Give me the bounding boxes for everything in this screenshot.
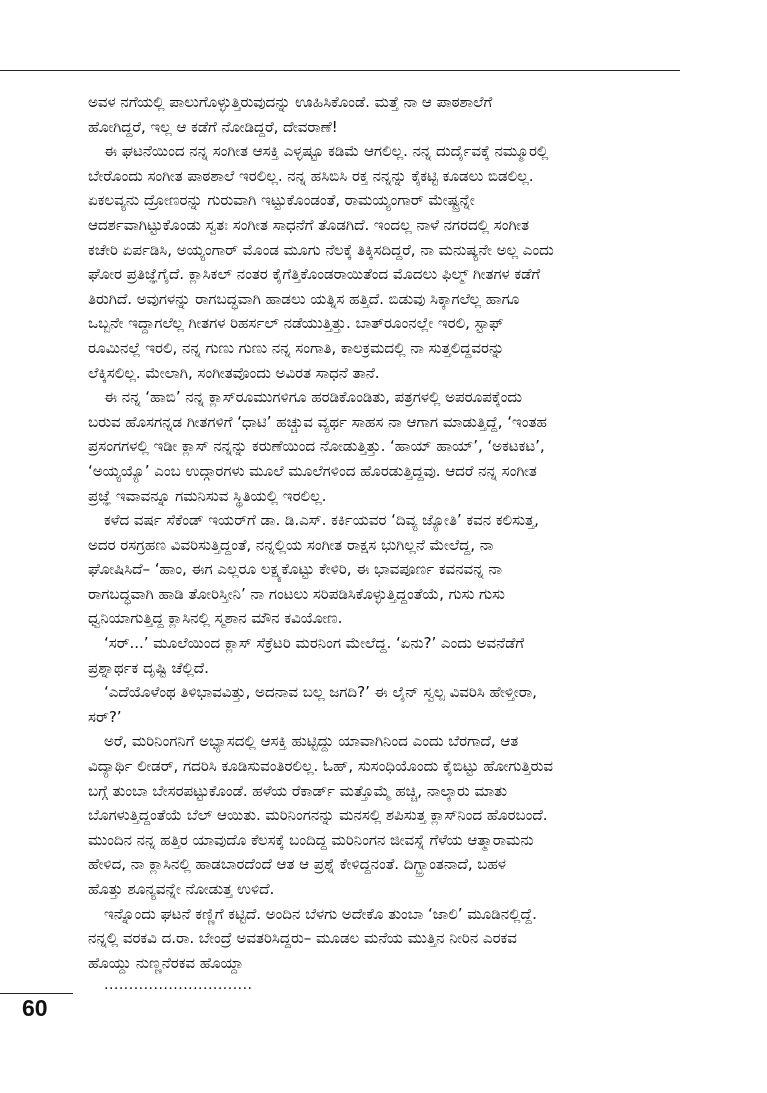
page-body-text (88, 90, 680, 995)
text-line: ಅದರ ರಸಗ್ರಹಣ ವಿವರಿಸುತ್ತಿದ್ದಂತೆ, ನನ್ನಲ್ಲಿಯ ಸಂಗೀತ ರಾಕ್ಷಸ ಭುಗಿಲ್ಲನೆ ಮೇಲೆದ್ದ, ನಾ (88, 535, 494, 554)
text-line: ‘ಸರ್...’ ಮೂಲೆಯಿಂದ ಕ್ಲಾಸ್ ಸೆಕ್ರೆಟರಿ ಮರನಿಂಗ ಮೇಲೆದ್ದ. ‘ಏನು?’ ಎಂದು ಅವನೆಡೆಗೆ (104, 634, 524, 653)
text-line: ಕಚೇರಿ ಏರ್ಪಡಿಸಿ, ಅಯ್ಯಂಗಾರ್ ಮೊಂಡ ಮೂಗು ನೆಲಕ್ಕೆ ತಿಕ್ಕಿಸದಿದ್ದರೆ, ನಾ ಮನುಷ್ಯನೇ ಅಲ್ಲ ಎಂದು (88, 240, 554, 259)
text-line: ಘೋಷಿಸಿದೆ– ‘ಹಾಂ, ಈಗ ಎಲ್ಲರೂ ಲಕ್ಷ್ಯಕೊಟ್ಟು ಕೇಳಿರಿ, ಈ ಭಾವಪೂರ್ಣ ಕವನವನ್ನ ನಾ (88, 560, 503, 579)
text-line: ಹೇಳಿದ, ನಾ ಕ್ಲಾಸಿನಲ್ಲಿ ಹಾಡಬಾರದೆಂದೆ ಆತ ಆ ಪ್ರಶ್ನೆ ಕೇಳಿದ್ದನಂತೆ. ದಿಗ್ಭ್ರಾಂತನಾದೆ, ಬಹಳ (88, 855, 507, 874)
text-line: ಪ್ರಜ್ಞೆ ಇವಾವನ್ನೂ ಗಮನಿಸುವ ಸ್ಥಿತಿಯಲ್ಲಿ ಇರಲಿಲ್ಲ. (88, 486, 327, 505)
text-line: ಒಬ್ಬನೇ ಇದ್ದಾಗಲೆಲ್ಲ ಗೀತಗಳ ರಿಹರ್ಸಲ್ ನಡೆಯುತ್ತಿತ್ತು. ಬಾತ್‌ರೂಂನಲ್ಲೇ ಇರಲಿ, ಸ್ಟಾಫ್ (88, 314, 504, 333)
text-line: ಕಳೆದ ವರ್ಷ ಸೆಕೆಂಡ್ ಇಯರ್‌ಗೆ ಡಾ. ಡಿ.ಎಸ್. ಕರ್ಕಿಯವರ ‘ದಿವ್ಯ ಜ್ಯೋತಿ’ ಕವನ ಕಲಿಸುತ್ತ, (104, 511, 539, 530)
text-line: ಆದರ್ಶವಾಗಿಟ್ಟುಕೊಂಡು ಸ್ವತಃ ಸಂಗೀತ ಸಾಧನೆಗೆ ತೊಡಗಿದೆ. ಇಂದಲ್ಲ ನಾಳೆ ನಗರದಲ್ಲಿ ಸಂಗೀತ (88, 215, 530, 234)
text-line: ಬಗ್ಗೆ ತುಂಬಾ ಬೇಸರಪಟ್ಟುಕೊಂಡೆ. ಹಳೆಯ ರೆಕಾರ್ಡ್ ಮತ್ತೊಮ್ಮೆ ಹಚ್ಚಿ, ನಾಲ್ಕಾರು ಮಾತು (88, 781, 507, 800)
text-line: ಹೊಯ್ದು ನುಣ್ಣನೆರಕವ ಹೊಯ್ದಾ (88, 953, 244, 972)
text-line: ಹೋಗಿದ್ದರೆ, ಇಲ್ಲ ಆ ಕಡೆಗೆ ನೋಡಿದ್ದರೆ, ದೇವರಾಣೆ! (88, 117, 338, 136)
text-line: ಧ್ವನಿಯಾಗುತ್ತಿದ್ದ ಕ್ಲಾಸಿನಲ್ಲಿ ಸ್ಮಶಾನ ಮೌನ ಕವಿಯೋಣ. (88, 609, 343, 628)
text-line: ಅರೆ, ಮರಿನಿಂಗನಿಗೆ ಅಭ್ಯಾಸದಲ್ಲಿ ಆಸಕ್ತಿ ಹುಟ್ಟಿದ್ದು ಯಾವಾಗಿನಿಂದ ಎಂದು ಬೆರಗಾದೆ, ಆತ (104, 732, 519, 751)
text-line: ಈ ನನ್ನ ‘ಹಾಬಿ’ ನನ್ನ ಕ್ಲಾಸ್‌ರೂಮುಗಳಿಗೂ ಹರಡಿಕೊಂಡಿತು, ಪತ್ರಗಳಲ್ಲಿ ಅಪರೂಪಕ್ಕೆಂದು (104, 388, 522, 407)
text-line: ಏಕಲವ್ಯನು ದ್ರೋಣರನ್ನು ಗುರುವಾಗಿ ಇಟ್ಟುಕೊಂಡಂತೆ, ರಾಮಯ್ಯಂಗಾರ್ ಮೇಷ್ಟ್ರನ್ನೇ (88, 191, 475, 210)
text-line: ಸರ್?’ (88, 707, 122, 726)
text-line: ಬೊಗಳುತ್ತಿದ್ದಂತೆಯೆ ಬೆಲ್ ಆಯಿತು. ಮರಿನಿಂಗನನ್ನು ಮನಸಲ್ಲಿ ಶಪಿಸುತ್ತ ಕ್ಲಾಸ್‌ನಿಂದ ಹೊರಬಂದೆ. (88, 806, 548, 825)
text-line: ಹೊತ್ತು ಶೂನ್ಯವನ್ನೇ ನೋಡುತ್ತ ಉಳಿದೆ. (88, 880, 275, 898)
text-line: ಬೇರೊಂದು ಸಂಗೀತ ಪಾಠಶಾಲೆ ಇರಲಿಲ್ಲ. ನನ್ನ ಹಸಿಬಿಸಿ ರಕ್ತ ನನ್ನನ್ನು ಕೈಕಟ್ಟಿ ಕೂಡಲು ಬಿಡಲಿಲ್ಲ. (88, 166, 534, 185)
text-line: ‘ಅಯ್ಯಯ್ಯೊ’ ಎಂಬ ಉದ್ಗಾರಗಳು ಮೂಲೆ ಮೂಲೆಗಳಿಂದ ಹೊರಡುತ್ತಿದ್ದವು. ಆದರೆ ನನ್ನ ಸಂಗೀತ (88, 461, 537, 480)
text-line: ಘೋರ ಪ್ರತಿಜ್ಞೆಗೈದೆ. ಕ್ಲಾಸಿಕಲ್ ನಂತರ ಕೈಗೆತ್ತಿಕೊಂಡರಾಯಿತೆಂದ ಮೊದಲು ಫಿಲ್ಮ್ ಗೀತಗಳ ಕಡೆಗೆ (88, 265, 541, 284)
text-line: ಪ್ರಶ್ನಾರ್ಥಕ ದೃಷ್ಟಿ ಚೆಲ್ಲಿದೆ. (88, 658, 209, 677)
top-rule (0, 70, 680, 71)
ellipsis-dots: .............................. (104, 977, 253, 994)
text-line: ನನ್ನಲ್ಲಿ ವರಕವಿ ದ.ರಾ. ಬೇಂದ್ರೆ ಅವತರಿಸಿದ್ದರು– ಮೂಡಲ ಮನೆಯ ಮುತ್ತಿನ ನೀರಿನ ಎರಕವ (88, 929, 517, 948)
text-line: ತಿರುಗಿದೆ. ಅವುಗಳನ್ನು ರಾಗಬದ್ಧವಾಗಿ ಹಾಡಲು ಯತ್ನಿಸ ಹತ್ತಿದೆ. ಬಿಡುವು ಸಿಕ್ಕಾಗಲೆಲ್ಲ ಹಾಗೂ (88, 289, 520, 308)
text-line: ವಿದ್ಯಾರ್ಥಿ ಲೀಡರ್, ಗದರಿಸಿ ಕೂಡಿಸುವಂತಿರಲಿಲ್ಲ. ಓಹ್, ಸುಸಂಧಿಯೊಂದು ಕೈಬಿಟ್ಟು ಹೋಗುತ್ತಿರುವ (88, 757, 554, 776)
text-line: ಅವಳ ನಗೆಯಲ್ಲಿ ಪಾಲುಗೊಳ್ಳುತ್ತಿರುವುದನ್ನು ಊಹಿಸಿಕೊಂಡೆ. ಮತ್ತೆ ನಾ ಆ ಪಾಠಶಾಲೆಗೆ (88, 93, 493, 111)
text-line: ರಾಗಬದ್ಧವಾಗಿ ಹಾಡಿ ತೋರಿಸ್ತೀನಿ’ ನಾ ಗಂಟಲು ಸರಿಪಡಿಸಿಕೊಳ್ಳುತ್ತಿದ್ದಂತೆಯೆ, ಗುಸು ಗುಸು (88, 584, 505, 603)
page-number: 60 (22, 995, 48, 1021)
text-line: ‘ಎದೆಯೊಳೆಂಥ ತಿಳಿಭಾವವಿತ್ತು, ಅದನಾವ ಬಲ್ಲ ಜಗದಿ?’ ಈ ಲೈನ್ ಸ್ವಲ್ಪ ವಿವರಿಸಿ ಹೇಳ್ತೀರಾ, (104, 683, 537, 702)
text-line: ರೂಮಿನಲ್ಲೆ ಇರಲಿ, ನನ್ನ ಗುಣು ಗುಣು ನನ್ನ ಸಂಗಾತಿ, ಕಾಲಕ್ರಮದಲ್ಲಿ ನಾ ಸುತ್ತಲಿದ್ದವರನ್ನು (88, 338, 505, 357)
text-line: ಮುಂದಿನ ನನ್ನ ಹತ್ತಿರ ಯಾವುದೊ ಕೆಲಸಕ್ಕೆ ಬಂದಿದ್ದ ಮರಿನಿಂಗನ ಜೀವಸ್ನೆ ಗೆಳೆಯ ಆತ್ಮಾರಾಮನು (88, 830, 534, 849)
text-line: ಲೆಕ್ಕಿಸಲಿಲ್ಲ. ಮೇಲಾಗಿ, ಸಂಗೀತವೊಂದು ಅವಿರತ ಸಾಧನೆ ತಾನೆ. (88, 363, 380, 382)
text-line: ಬರುವ ಹೊಸಗನ್ನಡ ಗೀತಗಳಿಗೆ ‘ಧಾಟಿ’ ಹಚ್ಚುವ ವ್ಯರ್ಥ ಸಾಹಸ ನಾ ಆಗಾಗ ಮಾಡುತ್ತಿದ್ದೆ, ‘ಇಂತಹ (88, 412, 547, 431)
text-line: ಪ್ರಸಂಗಗಳಲ್ಲಿ ಇಡೀ ಕ್ಲಾಸ್ ನನ್ನನ್ನು ಕರುಣೆಯಿಂದ ನೋಡುತ್ತಿತ್ತು. ‘ಹಾಯ್ ಹಾಯ್’, ‘ಅಕಟಕಟ’, (88, 437, 545, 456)
text-line: ಈ ಘಟನೆಯಿಂದ ನನ್ನ ಸಂಗೀತ ಆಸಕ್ತಿ ಎಳ್ಳಷ್ಟೂ ಕಡಿಮೆ ಆಗಲಿಲ್ಲ. ನನ್ನ ದುರ್ದೈವಕ್ಕೆ ನಮ್ಮೂರಲ್ಲಿ (104, 142, 549, 161)
text-line: ಇನ್ನೊಂದು ಘಟನೆ ಕಣ್ಣಿಗೆ ಕಟ್ಟಿದೆ. ಅಂದಿನ ಬೆಳಗು ಅದೇಕೊ ತುಂಬಾ ‘ಜಾಲಿ’ ಮೂಡಿನಲ್ಲಿದ್ದೆ. (104, 904, 537, 923)
